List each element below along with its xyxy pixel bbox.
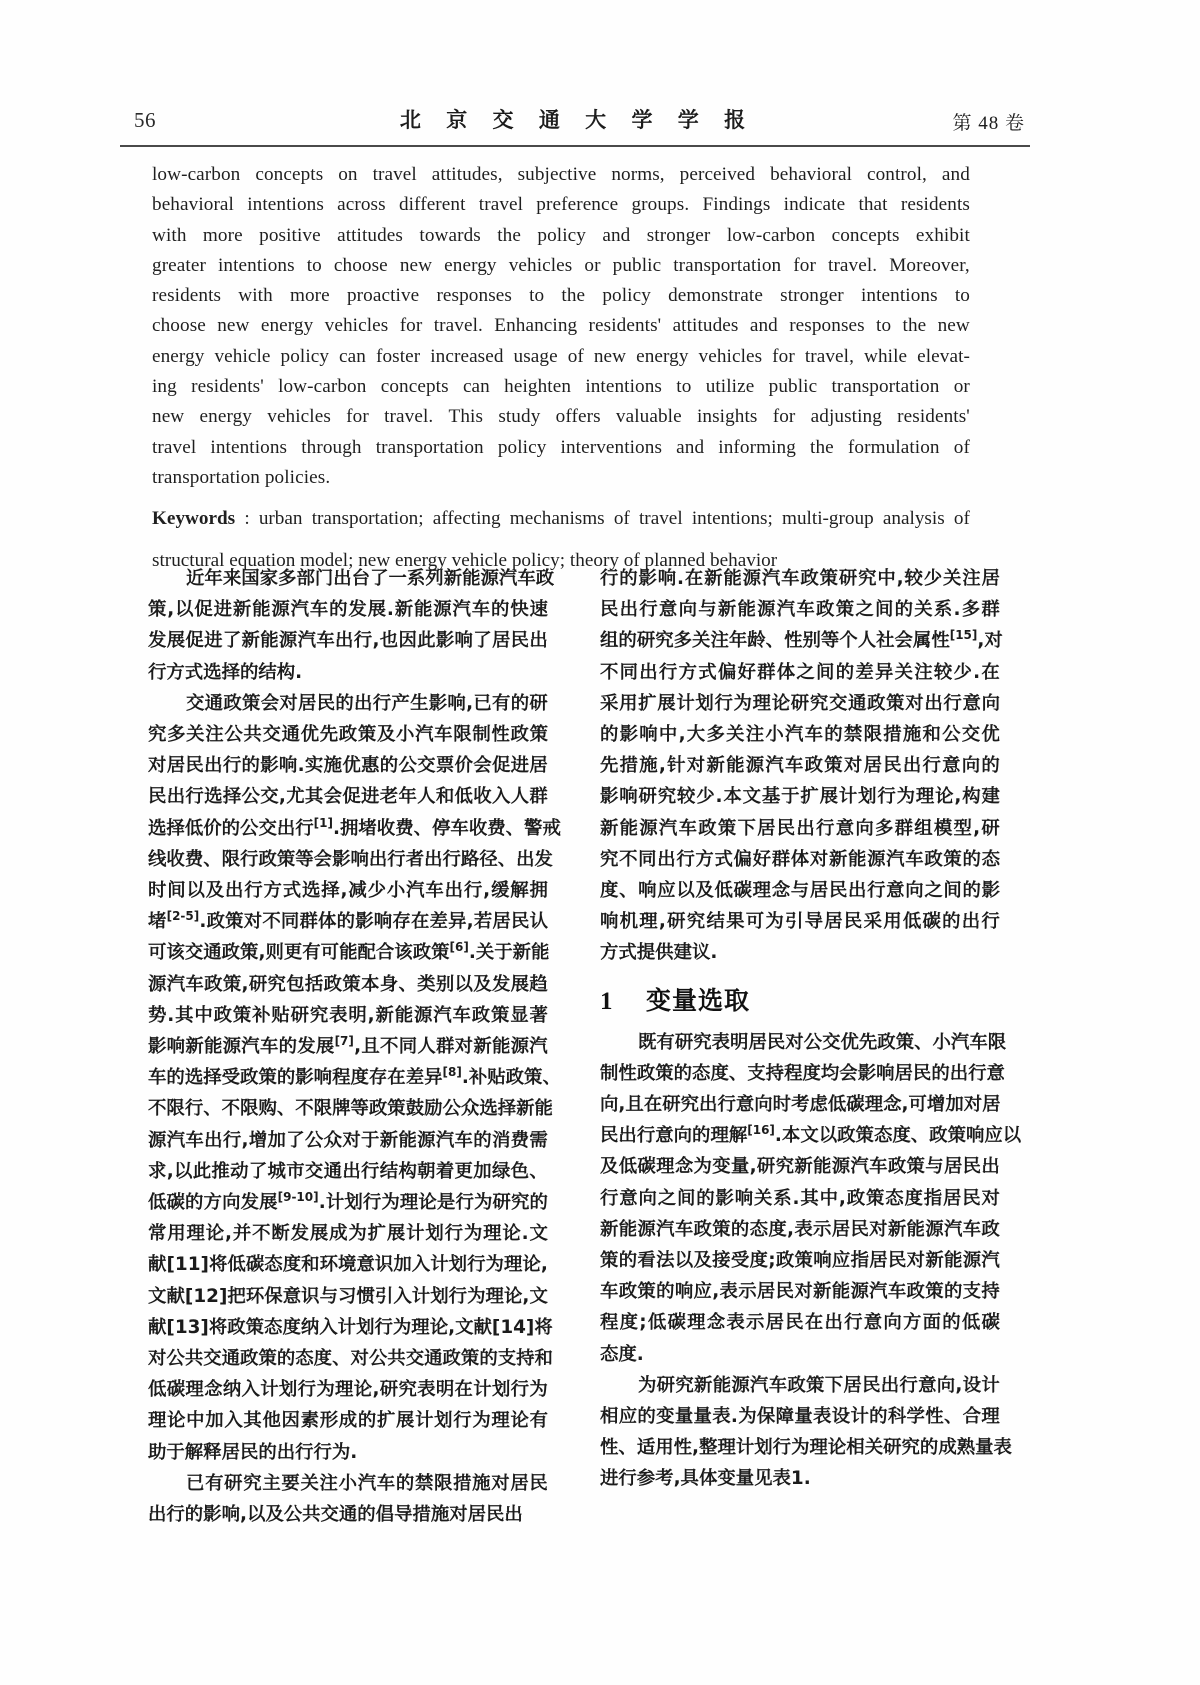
abstract-line: with more positive attitudes towards the policy and stronger low-carbon concepts exhibit: [152, 224, 970, 246]
body-line: 进行参考,具体变量见表1.: [600, 1468, 811, 1490]
body-line: 理 论 中 加 入 其 他 因 素 形 成 的 扩 展 计 划 行 为 理 论 有: [148, 1410, 548, 1432]
volume-label: 第 48 卷: [952, 113, 1025, 134]
body-line: 制 性 政 策 的 态 度 、 支 持 程 度 均 会 影 响 居 民 的 出 行 意: [600, 1062, 1005, 1084]
body-line: 献 [ 1 1 ] 将 低 碳 态 度 和 环 境 意 识 加 入 计 划 行 为 理 论 ,: [148, 1254, 548, 1276]
abstract-line: new energy vehicles for travel. This study offers valuable insights for adjusting residents': [152, 406, 970, 428]
body-line: 低 碳 的 方 向 发 展 [9-10] . 计 划 行 为 理 论 是 行 为 研 究 的: [148, 1189, 548, 1214]
body-line: 发 展 促 进 了 新 能 源 汽 车 出 行 , 也 因 此 影 响 了 居 民 出: [148, 630, 548, 652]
body-line: 究 不 同 出 行 方 式 偏 好 群 体 对 新 能 源 汽 车 政 策 的 态: [600, 848, 1000, 870]
body-line: 不 同 出 行 方 式 偏 好 群 体 之 间 的 差 异 关 注 较 少 . 在: [600, 661, 1000, 683]
body-line: 向 , 且 在 研 究 出 行 意 向 时 考 虑 低 碳 理 念 , 可 增 加 对 居: [600, 1094, 1001, 1116]
body-line: 组 的 研 究 多 关 注 年 龄 、 性 别 等 个 人 社 会 属 性 [15] , 对: [600, 628, 1003, 652]
body-line: 性 、 适 用 性 , 整 理 计 划 行 为 理 论 相 关 研 究 的 成 熟 量 表: [600, 1437, 1012, 1459]
keywords-line: structural equation model; new energy vehicle policy; theory of planned behavior: [152, 549, 778, 571]
body-line: 影 响 研 究 较 少 . 本 文 基 于 扩 展 计 划 行 为 理 论 , 构 建: [600, 786, 1000, 808]
body-line: 行 的 影 响 . 在 新 能 源 汽 车 政 策 研 究 中 , 较 少 关 注 居: [600, 568, 1000, 589]
body-line: 不 限 行 、 不 限 购 、 不 限 牌 等 政 策 鼓 励 公 众 选 择 新 能: [148, 1098, 553, 1120]
abstract-text: [152, 160, 970, 493]
body-line: 近 年 来 国 家 多 部 门 出 台 了 一 系 列 新 能 源 汽 车 政: [186, 568, 555, 589]
body-line: 选 择 低 价 的 公 交 出 行 [1] . 拥 堵 收 费 、 停 车 收 费 、 警 戒: [148, 815, 561, 839]
body-paragraph: [600, 1027, 1022, 1370]
body-line: 交 通 政 策 会 对 居 民 的 出 行 产 生 影 响 , 已 有 的 研: [186, 692, 548, 714]
abstract-line: ing residents' low-carbon concepts can heighten intentions to utilize public transportation or: [152, 376, 970, 398]
body-line: 新 能 源 汽 车 政 策 下 居 民 出 行 意 向 多 群 组 模 型 , 研: [600, 817, 1000, 839]
body-line: 影 响 新 能 源 汽 车 的 发 展 [7] , 且 不 同 人 群 对 新 能 源 汽: [148, 1033, 548, 1058]
body-line: 车 政 策 的 响 应 , 表 示 居 民 对 新 能 源 汽 车 政 策 的 支 持: [600, 1281, 1000, 1303]
abstract-line: choose new energy vehicles for travel. Enhancing residents' attitudes and responses to the new: [152, 315, 970, 337]
body-line: 可 该 交 通 政 策 , 则 更 有 可 能 配 合 该 政 策 [6] . 关 于 新 能: [148, 940, 550, 964]
body-line: 出行的影响,以及公共交通的倡导措施对居民出: [148, 1504, 523, 1526]
abstract-line: energy vehicle policy can foster increased usage of new energy vehicles for travel, while elevat-: [152, 345, 970, 367]
body-line: 为 研 究 新 能 源 汽 车 政 策 下 居 民 出 行 意 向 , 设 计: [638, 1374, 1000, 1396]
body-line: 及 低 碳 理 念 为 变 量 , 研 究 新 能 源 汽 车 政 策 与 居 民 出: [600, 1156, 1000, 1178]
body-line: 新 能 源 汽 车 政 策 的 态 度 , 表 示 居 民 对 新 能 源 汽 车 政: [600, 1218, 1000, 1240]
body-line: 献 [ 1 3 ] 将 政 策 态 度 纳 入 计 划 行 为 理 论 , 文 献 [ 1 4 ] 将: [148, 1316, 553, 1338]
body-line: 民 出 行 选 择 公 交 , 尤 其 会 促 进 老 年 人 和 低 收 入 人 群: [148, 786, 548, 808]
body-paragraph: [600, 563, 1003, 969]
section-heading: [600, 981, 1000, 1017]
section-number: 1: [600, 987, 614, 1015]
page-number: 56: [134, 108, 156, 132]
abstract-line: behavioral intentions across different travel preference groups. Findings indicate that residents: [152, 194, 970, 216]
abstract-line: travel intentions through transportation policy interventions and informing the formulation of: [152, 436, 970, 458]
body-line: 响 机 理 , 研 究 结 果 可 为 引 导 居 民 采 用 低 碳 的 出 行: [600, 911, 1000, 933]
abstract-line: residents with more proactive responses to the policy demonstrate stronger intentions to: [152, 285, 970, 307]
keywords-line: Keywords : urban transportation; affecting mechanisms of travel intentions; multi-group analysis of: [152, 504, 970, 534]
journal-title: 北 京 交 通 大 学 学 报: [399, 107, 755, 132]
body-paragraph: [148, 1468, 548, 1530]
header-rule: [120, 145, 1030, 147]
body-line: 常 用 理 论 , 并 不 断 发 展 成 为 扩 展 计 划 行 为 理 论 . 文: [148, 1223, 548, 1245]
body-line: 堵 [2-5] . 政 策 对 不 同 群 体 的 影 响 存 在 差 异 , 若 居 民 认: [148, 909, 548, 933]
body-line: 势 . 其 中 政 策 补 贴 研 究 表 明 , 新 能 源 汽 车 政 策 显 著: [148, 1004, 548, 1026]
right-column: [600, 563, 1022, 1495]
body-line: 民 出 行 意 向 的 理 解 [16] . 本 文 以 政 策 态 度 、 政 策 响 应 以: [600, 1123, 1022, 1147]
body-line: 策 , 以 促 进 新 能 源 汽 车 的 发 展 . 新 能 源 汽 车 的 快 速: [148, 599, 548, 621]
body-line: 究 多 关 注 公 共 交 通 优 先 政 策 及 小 汽 车 限 制 性 政 策: [148, 724, 548, 746]
abstract-line: low-carbon concepts on travel attitudes, subjective norms, perceived behavioral control, and: [152, 164, 970, 185]
keywords-label: Keywords: [152, 508, 236, 530]
body-line: 采 用 扩 展 计 划 行 为 理 论 研 究 交 通 政 策 对 出 行 意 向: [600, 692, 1000, 714]
body-columns: [148, 563, 1028, 1526]
body-line: 低 碳 理 念 纳 入 计 划 行 为 理 论 , 研 究 表 明 在 计 划 行 为: [148, 1379, 548, 1401]
body-line: 度 、 响 应 以 及 低 碳 理 念 与 居 民 出 行 意 向 之 间 的 影: [600, 880, 1000, 902]
body-line: 已 有 研 究 主 要 关 注 小 汽 车 的 禁 限 措 施 对 居 民: [186, 1472, 548, 1494]
abstract-line: greater intentions to choose new energy vehicles or public transportation for travel. Moreover,: [152, 254, 970, 276]
body-line: 行方式选择的结构.: [148, 661, 303, 683]
abstract-line: transportation policies.: [152, 466, 331, 488]
body-line: 助于解释居民的出行行为.: [148, 1441, 358, 1463]
body-line: 求 , 以 此 推 动 了 城 市 交 通 出 行 结 构 朝 着 更 加 绿 色 、: [148, 1160, 548, 1182]
body-line: 文 献 [ 1 2 ] 把 环 保 意 识 与 习 惯 引 入 计 划 行 为 理 论 , 文: [148, 1285, 548, 1307]
body-line: 源 汽 车 出 行 , 增 加 了 公 众 对 于 新 能 源 汽 车 的 消 费 需: [148, 1129, 548, 1151]
section-title: 变量选取: [646, 985, 751, 1015]
left-column: [148, 563, 561, 1530]
body-paragraph: [600, 1370, 1012, 1495]
body-line: 相 应 的 变 量 量 表 . 为 保 障 量 表 设 计 的 科 学 性 、 合 理: [600, 1406, 1000, 1428]
body-line: 时 间 以 及 出 行 方 式 选 择 , 减 少 小 汽 车 出 行 , 缓 解 拥: [148, 880, 548, 902]
body-line: 态度.: [600, 1343, 644, 1365]
body-line: 源 汽 车 政 策 , 研 究 包 括 政 策 本 身 、 类 别 以 及 发 展 趋: [148, 973, 548, 995]
body-line: 既 有 研 究 表 明 居 民 对 公 交 优 先 政 策 、 小 汽 车 限: [638, 1031, 1007, 1053]
body-line: 方式提供建议.: [600, 942, 718, 964]
body-line: 行 意 向 之 间 的 影 响 关 系 . 其 中 , 政 策 态 度 指 居 民 对: [600, 1187, 1000, 1209]
body-line: 的 影 响 中 , 大 多 关 注 小 汽 车 的 禁 限 措 施 和 公 交 优: [600, 724, 1000, 746]
body-line: 线 收 费 、 限 行 政 策 等 会 影 响 出 行 者 出 行 路 径 、 出 发: [148, 848, 553, 870]
body-line: 车 的 选 择 受 政 策 的 影 响 程 度 存 在 差 异 [8] . 补 贴 政 策 、: [148, 1065, 561, 1089]
body-line: 策 的 看 法 以 及 接 受 度 ; 政 策 响 应 指 居 民 对 新 能 源 汽: [600, 1250, 1000, 1272]
body-paragraph: [148, 563, 555, 688]
body-line: 先 措 施 , 针 对 新 能 源 汽 车 政 策 对 居 民 出 行 意 向 的: [600, 755, 1000, 777]
running-head: [120, 100, 1025, 142]
abstract-block: [152, 160, 970, 576]
body-line: 对 公 共 交 通 政 策 的 态 度 、 对 公 共 交 通 政 策 的 支 持 和: [148, 1348, 553, 1370]
body-paragraph: [148, 688, 561, 1468]
body-line: 程 度 ; 低 碳 理 念 表 示 居 民 在 出 行 意 向 方 面 的 低 碳: [600, 1312, 1000, 1334]
body-line: 对 居 民 出 行 的 影 响 . 实 施 优 惠 的 公 交 票 价 会 促 进 居: [148, 755, 548, 777]
body-line: 民 出 行 意 向 与 新 能 源 汽 车 政 策 之 间 的 关 系 . 多 群: [600, 599, 1000, 621]
